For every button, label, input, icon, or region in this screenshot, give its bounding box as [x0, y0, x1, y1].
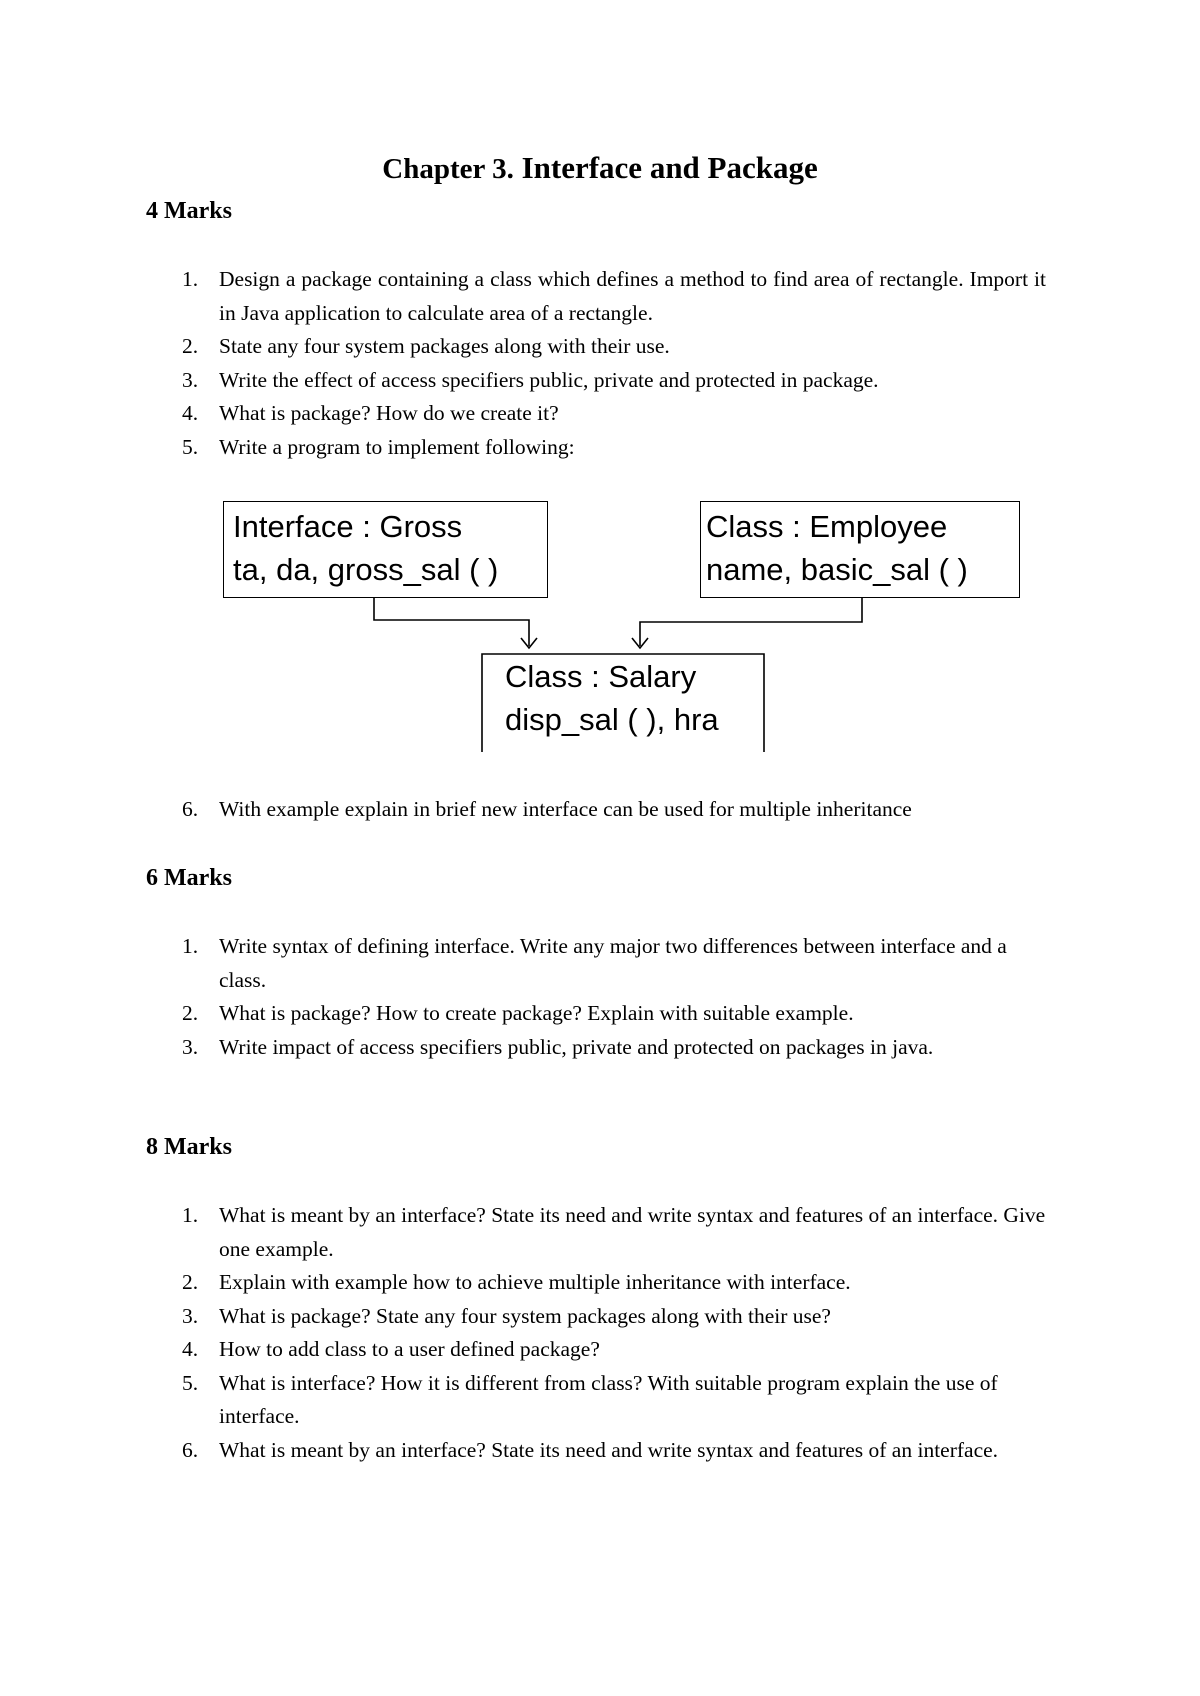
question-text: What is meant by an interface? State its need and write syntax and features of an interface.: [219, 1437, 999, 1462]
question-text: What is package? State any four system packages along with their use?: [219, 1303, 831, 1328]
question-text: What is package? How do we create it?: [219, 401, 559, 425]
question-text: Write impact of access specifiers public, private and protected on packages in java.: [219, 1034, 934, 1059]
class-employee-box: [700, 501, 1020, 598]
salary-box-title: Class : Salary: [505, 659, 697, 694]
question-item: 3. Write the effect of access specifiers public, private and protected in package.: [182, 367, 879, 392]
question-item: 4. How to add class to a user defined package?: [182, 1337, 600, 1361]
question-item: 1. Write syntax of defining interface. Write any major two differences between interface and a class.: [182, 934, 1007, 992]
question-list-4-marks-continued: [146, 793, 1046, 827]
salary-box-members: disp_sal ( ), hra: [505, 702, 719, 737]
question-list-8-marks: [146, 1199, 1046, 1467]
question-text: Write the effect of access specifiers public, private and protected in package.: [219, 367, 879, 392]
question-text: What is meant by an interface? State its need and write syntax and features of an interface. Give one example.: [219, 1203, 1046, 1261]
question-text: With example explain in brief new interface can be used for multiple inheritance: [219, 797, 912, 821]
question-text: Design a package containing a class which defines a method to find area of rectangle. Import it in Java application to calculate area of a rectangle.: [219, 267, 1046, 325]
employee-box-title: Class : Employee: [706, 509, 948, 544]
question-item: 2. What is package? How to create package? Explain with suitable example.: [182, 1001, 854, 1025]
question-item: 6. What is meant by an interface? State its need and write syntax and features of an interface.: [182, 1437, 999, 1462]
question-item: 3. Write impact of access specifiers public, private and protected on packages in java.: [182, 1034, 934, 1059]
question-text: How to add class to a user defined package?: [219, 1337, 600, 1361]
question-item: 3. What is package? State any four system packages along with their use?: [182, 1303, 831, 1328]
question-item: 6. With example explain in brief new interface can be used for multiple inheritance: [182, 797, 912, 821]
employee-arrowhead: [632, 638, 648, 648]
question-item: 5. Write a program to implement following:: [182, 434, 575, 459]
question-item: 2. State any four system packages along with their use.: [182, 334, 670, 358]
employee-connector: [640, 598, 862, 646]
class-salary-box: [483, 655, 763, 751]
question-text: Write syntax of defining interface. Write any major two differences between interface and a class.: [219, 934, 1007, 992]
interface-box-title: Interface : Gross: [233, 509, 463, 544]
question-item: 1. Design a package containing a class which defines a method to find area of rectangle. Import it in Java application to calculate area of a rectangle.: [182, 267, 1046, 325]
question-item: 1. What is meant by an interface? State its need and write syntax and features of an interface. Give one example.: [182, 1203, 1046, 1261]
question-text: State any four system packages along with their use.: [219, 334, 670, 358]
page-title: [0, 148, 1200, 189]
question-text: Write a program to implement following:: [219, 434, 575, 459]
interface-connector: [374, 598, 529, 646]
employee-box-members: name, basic_sal ( ): [706, 552, 968, 587]
interface-box-members: ta, da, gross_sal ( ): [233, 552, 499, 587]
question-item: 2. Explain with example how to achieve multiple inheritance with interface.: [182, 1270, 851, 1294]
section-heading-6-marks: 6 Marks: [146, 865, 232, 891]
interface-gross-box: [223, 501, 548, 598]
question-list-6-marks: [146, 930, 1026, 1064]
interface-arrowhead: [521, 638, 537, 648]
question-item: 4. What is package? How do we create it?: [182, 401, 559, 425]
question-text: What is package? How to create package? Explain with suitable example.: [219, 1001, 854, 1025]
section-heading-4-marks: 4 Marks: [146, 198, 232, 224]
question-text: Explain with example how to achieve multiple inheritance with interface.: [219, 1270, 851, 1294]
title-main: Interface and Package: [521, 150, 818, 185]
question-text: What is interface? How it is different from class? With suitable program explain the use of interface.: [219, 1370, 998, 1428]
title-prefix: Chapter 3.: [382, 153, 514, 185]
question-item: 5. What is interface? How it is different from class? With suitable program explain the use of interface.: [182, 1370, 998, 1428]
question-list-4-marks: [146, 263, 1046, 464]
section-heading-8-marks: 8 Marks: [146, 1134, 232, 1160]
